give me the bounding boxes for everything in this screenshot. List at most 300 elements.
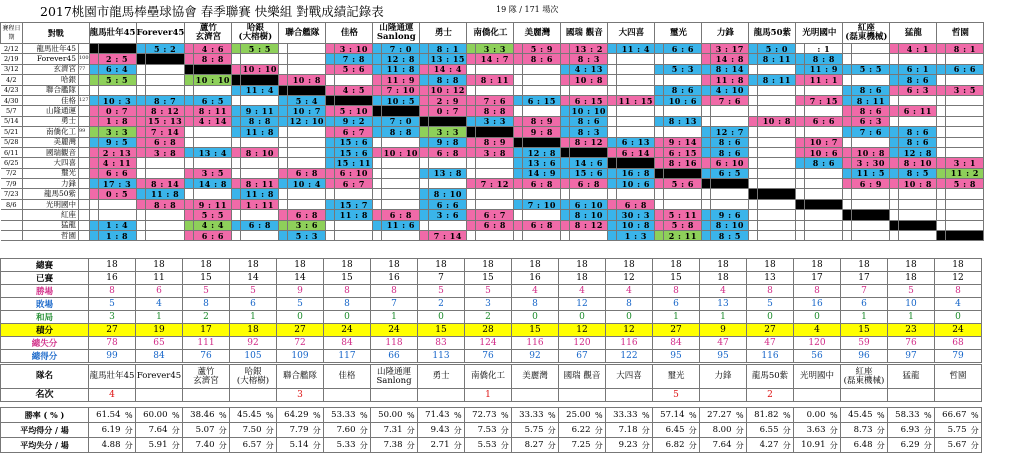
score-cell bbox=[288, 199, 326, 209]
stat-value: 66 bbox=[371, 350, 418, 363]
standings-table bbox=[0, 258, 982, 363]
stat-value: 0 bbox=[606, 311, 653, 324]
stat-row-total bbox=[1, 259, 982, 272]
score-cell: 6 : 8 bbox=[382, 210, 420, 220]
grid-row bbox=[1, 95, 984, 105]
cell-game-no bbox=[514, 189, 523, 199]
team-label: 隊名 bbox=[1, 365, 89, 389]
cell-game-no bbox=[561, 95, 570, 105]
score-cell bbox=[145, 220, 184, 230]
stat-value: 47 bbox=[747, 337, 794, 350]
score-cell: 6 : 6 bbox=[194, 231, 232, 241]
score-cell: 5 : 8 bbox=[664, 220, 702, 230]
stat-value: 7 bbox=[841, 285, 888, 298]
cell-game-no bbox=[843, 147, 852, 157]
cell-game-no bbox=[279, 231, 288, 241]
score-cell: 8 : 11 bbox=[241, 179, 279, 189]
stat-value: 5 bbox=[747, 298, 794, 311]
score-cell: 11 : 8 bbox=[711, 75, 749, 85]
game-date: 3/12 bbox=[1, 64, 23, 74]
score-cell: 5 : 3 bbox=[664, 64, 702, 74]
stat-value: 0 bbox=[935, 311, 982, 324]
rank-row bbox=[1, 389, 982, 402]
cell-game-no bbox=[796, 231, 805, 241]
cell-game-no bbox=[185, 64, 194, 74]
cell-game-no bbox=[326, 147, 335, 157]
grid-row bbox=[1, 220, 984, 230]
score-cell: 8 : 6 bbox=[852, 106, 890, 116]
stat-value: 1 bbox=[136, 311, 183, 324]
score-cell: 12 : 8 bbox=[523, 147, 561, 157]
sheet-header bbox=[0, 0, 1024, 18]
row-team-number bbox=[79, 106, 90, 116]
cell-game-no bbox=[89, 210, 98, 220]
cell-game-no bbox=[326, 231, 335, 241]
average-unit: 分 bbox=[311, 423, 324, 438]
stat-value: 18 bbox=[559, 272, 606, 285]
average-value: 7.25 bbox=[559, 438, 593, 453]
cell-game-no bbox=[608, 147, 617, 157]
cell-game-no bbox=[702, 199, 711, 209]
average-value: 5.75 bbox=[512, 423, 546, 438]
cell-game-no bbox=[136, 179, 145, 189]
sheet-title: 2017桃園市龍馬棒壘球協會 春季聯賽 快樂組 對戰成績記錄表 bbox=[40, 4, 384, 19]
score-cell: 10 : 5 bbox=[382, 95, 420, 105]
row-team-name: 哲園 bbox=[23, 231, 79, 241]
cell-game-no bbox=[796, 168, 805, 178]
cell-game-no bbox=[796, 54, 805, 64]
average-unit: 分 bbox=[170, 438, 183, 453]
cell-game-no bbox=[326, 75, 335, 85]
self-match-cell bbox=[570, 147, 608, 157]
score-cell bbox=[523, 189, 561, 199]
cell-game-no bbox=[514, 95, 523, 105]
team-rank bbox=[888, 389, 935, 402]
cell-game-no bbox=[796, 44, 805, 54]
average-value: 6.29 bbox=[888, 438, 922, 453]
stat-label: 積分 bbox=[1, 324, 89, 337]
average-value: 38.46 bbox=[183, 408, 217, 423]
cell-game-no bbox=[561, 85, 570, 95]
game-date: 7/2 bbox=[1, 168, 23, 178]
average-unit: 分 bbox=[593, 438, 606, 453]
score-cell bbox=[852, 189, 890, 199]
column-header: 猛龍 bbox=[890, 23, 937, 44]
stat-value: 109 bbox=[277, 350, 324, 363]
stat-value: 6 bbox=[136, 285, 183, 298]
score-cell bbox=[382, 199, 420, 209]
score-cell bbox=[946, 199, 984, 209]
stat-value: 8 bbox=[512, 298, 559, 311]
cell-game-no bbox=[608, 116, 617, 126]
score-cell: 10 : 4 bbox=[288, 179, 326, 189]
score-cell: 14 : 7 bbox=[476, 54, 514, 64]
stat-value: 8 bbox=[935, 285, 982, 298]
cell-game-no bbox=[937, 75, 946, 85]
cell-game-no bbox=[561, 75, 570, 85]
column-header: 力鋒 bbox=[702, 23, 749, 44]
stat-value: 12 bbox=[559, 324, 606, 337]
stat-value: 84 bbox=[653, 337, 700, 350]
cell-game-no bbox=[279, 210, 288, 220]
average-unit: 分 bbox=[264, 438, 277, 453]
cell-game-no bbox=[655, 106, 664, 116]
score-cell: 1 : 4 bbox=[98, 220, 136, 230]
cell-game-no bbox=[185, 127, 194, 137]
cell-game-no bbox=[185, 106, 194, 116]
stat-value: 0 bbox=[794, 311, 841, 324]
average-value: 2.71 bbox=[418, 438, 452, 453]
cell-game-no bbox=[937, 220, 946, 230]
score-cell: 8 : 6 bbox=[570, 116, 608, 126]
cell-game-no bbox=[561, 189, 570, 199]
cell-game-no bbox=[702, 158, 711, 168]
row-team-number: 100 bbox=[79, 54, 90, 64]
stat-value: 18 bbox=[559, 259, 606, 272]
average-value: 45.45 bbox=[841, 408, 875, 423]
score-cell bbox=[664, 75, 702, 85]
cell-game-no bbox=[89, 64, 98, 74]
cell-game-no bbox=[136, 75, 145, 85]
score-cell: 6 : 6 bbox=[946, 64, 984, 74]
cell-game-no bbox=[373, 106, 382, 116]
score-cell bbox=[664, 54, 702, 64]
stat-value: 15 bbox=[465, 272, 512, 285]
score-cell: 11 : 9 bbox=[805, 64, 843, 74]
cell-game-no bbox=[608, 158, 617, 168]
score-cell bbox=[382, 179, 420, 189]
cell-game-no bbox=[514, 116, 523, 126]
cell-game-no bbox=[890, 95, 899, 105]
average-value: 4.27 bbox=[747, 438, 781, 453]
grid-row bbox=[1, 106, 984, 116]
cell-game-no bbox=[467, 168, 476, 178]
score-cell: 6 : 7 bbox=[476, 210, 514, 220]
score-cell bbox=[805, 106, 843, 116]
average-unit: % bbox=[217, 408, 230, 423]
cell-game-no bbox=[467, 158, 476, 168]
score-cell: 16 : 8 bbox=[617, 168, 655, 178]
cell-game-no bbox=[702, 137, 711, 147]
cell-game-no bbox=[279, 106, 288, 116]
cell-game-no bbox=[749, 199, 758, 209]
grid-row bbox=[1, 44, 984, 54]
score-cell bbox=[288, 127, 326, 137]
stat-value: 5 bbox=[418, 285, 465, 298]
grid-row bbox=[1, 189, 984, 199]
score-cell bbox=[523, 210, 561, 220]
cell-game-no bbox=[467, 95, 476, 105]
score-cell: 1 : 8 bbox=[98, 231, 136, 241]
stat-row-played bbox=[1, 272, 982, 285]
score-cell: 9 : 6 bbox=[711, 210, 749, 220]
score-cell: 3 : 17 bbox=[711, 44, 749, 54]
cell-game-no bbox=[467, 199, 476, 209]
score-cell bbox=[617, 127, 655, 137]
score-cell bbox=[852, 199, 890, 209]
score-cell: 8 : 1 bbox=[946, 44, 984, 54]
game-date: 5/7 bbox=[1, 106, 23, 116]
score-cell: 1 : 8 bbox=[98, 116, 136, 126]
cell-game-no bbox=[89, 168, 98, 178]
average-unit: % bbox=[593, 408, 606, 423]
team-rank: 5 bbox=[653, 389, 700, 402]
cell-game-no bbox=[890, 75, 899, 85]
row-team-number bbox=[79, 116, 90, 126]
cell-game-no bbox=[420, 85, 429, 95]
score-cell: 8 : 6 bbox=[805, 158, 843, 168]
cell-game-no bbox=[749, 127, 758, 137]
cell-game-no bbox=[420, 168, 429, 178]
score-cell bbox=[241, 158, 279, 168]
match-counter: 19 隊 / 171 場次 bbox=[496, 5, 559, 14]
stat-value: 4 bbox=[935, 298, 982, 311]
cell-game-no bbox=[185, 85, 194, 95]
cell-game-no bbox=[326, 44, 335, 54]
cell-game-no bbox=[136, 54, 145, 64]
score-cell: 8 : 10 bbox=[711, 220, 749, 230]
score-cell: 10 : 12 bbox=[430, 85, 465, 96]
score-cell bbox=[145, 168, 184, 178]
row-team-number bbox=[79, 199, 90, 209]
cell-game-no bbox=[843, 199, 852, 209]
score-cell: 10 : 8 bbox=[758, 116, 796, 126]
score-cell: 3 : 30 bbox=[852, 158, 890, 168]
score-cell bbox=[523, 106, 561, 116]
score-cell: 6 : 15 bbox=[570, 95, 608, 105]
cell-game-no bbox=[702, 85, 711, 95]
score-cell: 9 : 2 bbox=[335, 116, 373, 126]
cell-game-no bbox=[655, 179, 664, 189]
score-cell bbox=[617, 75, 655, 85]
score-cell: 15 : 13 bbox=[145, 116, 184, 126]
average-value: 5.07 bbox=[183, 423, 217, 438]
cell-game-no bbox=[232, 189, 241, 199]
average-value: 7.18 bbox=[606, 423, 640, 438]
cell-game-no bbox=[796, 95, 805, 105]
row-team-number bbox=[79, 75, 90, 85]
cell-game-no bbox=[420, 220, 429, 230]
cell-game-no bbox=[467, 231, 476, 241]
team-rank bbox=[371, 389, 418, 402]
score-cell bbox=[758, 158, 796, 168]
average-unit: % bbox=[499, 408, 512, 423]
score-cell bbox=[476, 189, 514, 199]
score-cell bbox=[570, 85, 608, 95]
cell-game-no bbox=[279, 54, 288, 64]
score-cell: 14 : 8 bbox=[711, 54, 749, 64]
score-cell: 8 : 10 bbox=[429, 189, 467, 199]
score-cell bbox=[805, 179, 843, 189]
team-name: 國瑞 觀音 bbox=[559, 365, 606, 389]
stat-value: 5 bbox=[888, 285, 935, 298]
score-cell bbox=[145, 210, 184, 220]
score-cell: 14 : 9 bbox=[523, 168, 561, 178]
score-cell bbox=[805, 168, 843, 178]
stat-row-pts bbox=[1, 324, 982, 337]
cell-game-no bbox=[655, 64, 664, 74]
average-value: 4.88 bbox=[89, 438, 123, 453]
cell-game-no bbox=[420, 210, 429, 220]
game-date: 5/28 bbox=[1, 137, 23, 147]
cell-game-no bbox=[232, 158, 241, 168]
cell-game-no bbox=[232, 168, 241, 178]
cell-game-no bbox=[702, 95, 711, 105]
average-value: 33.33 bbox=[606, 408, 640, 423]
row-team-name: 猛龍 bbox=[23, 220, 79, 230]
stat-value: 13 bbox=[747, 272, 794, 285]
game-date: 4/30 bbox=[1, 95, 23, 105]
cell-game-no bbox=[608, 220, 617, 230]
cell-game-no bbox=[749, 168, 758, 178]
column-header: 勇士 bbox=[420, 23, 467, 44]
score-cell: 6 : 6 bbox=[805, 116, 843, 126]
score-cell: 6 : 8 bbox=[241, 220, 279, 230]
score-cell bbox=[758, 85, 796, 95]
cell-game-no bbox=[655, 127, 664, 137]
column-header: 龍馬50紫 bbox=[749, 23, 796, 44]
cell-game-no bbox=[561, 220, 570, 230]
stat-label: 總得分 bbox=[1, 350, 89, 363]
score-cell bbox=[711, 189, 749, 199]
stat-value: 1 bbox=[841, 311, 888, 324]
cell-game-no bbox=[467, 179, 476, 189]
cell-game-no bbox=[326, 127, 335, 137]
cell-game-no bbox=[749, 210, 758, 220]
stat-value: 27 bbox=[89, 324, 136, 337]
score-cell bbox=[194, 137, 232, 147]
score-cell bbox=[523, 64, 561, 74]
average-value: 6.48 bbox=[841, 438, 875, 453]
average-value: 50.00 bbox=[371, 408, 405, 423]
cell-game-no bbox=[373, 189, 382, 199]
column-header: 蘆竹 玄濟宮 bbox=[185, 23, 232, 44]
score-cell bbox=[946, 210, 984, 220]
stat-value: 12 bbox=[935, 272, 982, 285]
score-cell: 6 : 8 bbox=[523, 179, 561, 189]
grid-row bbox=[1, 168, 984, 178]
average-value: 7.53 bbox=[465, 423, 499, 438]
stat-value: 18 bbox=[606, 259, 653, 272]
self-match-cell bbox=[429, 116, 467, 126]
score-cell bbox=[617, 64, 655, 74]
row-team-number: 127 bbox=[79, 95, 90, 105]
corner-date: 賽程日期 bbox=[1, 23, 23, 44]
row-team-name: 國瑞觀音 bbox=[23, 147, 79, 157]
cell-game-no bbox=[326, 137, 335, 147]
stat-value: 8 bbox=[747, 285, 794, 298]
score-cell: 4 : 11 bbox=[98, 158, 136, 168]
average-value: 8.27 bbox=[512, 438, 546, 453]
stat-value: 18 bbox=[888, 259, 935, 272]
self-match-cell bbox=[852, 210, 890, 220]
score-cell: 5 : 0 bbox=[758, 44, 796, 54]
cell-game-no bbox=[232, 137, 241, 147]
score-cell: 4 : 10 bbox=[711, 85, 749, 95]
average-value: 71.43 bbox=[418, 408, 452, 423]
cell-game-no bbox=[937, 210, 946, 220]
cell-game-no bbox=[702, 231, 711, 241]
cell-game-no bbox=[373, 75, 382, 85]
cell-game-no bbox=[326, 158, 335, 168]
average-row bbox=[1, 423, 982, 438]
cell-game-no bbox=[185, 137, 194, 147]
rank-label: 名次 bbox=[1, 389, 89, 402]
score-cell: 5 : 6 bbox=[664, 179, 702, 189]
average-unit: 分 bbox=[123, 423, 136, 438]
score-cell: 8 : 5 bbox=[711, 231, 749, 241]
stat-value: 18 bbox=[230, 324, 277, 337]
average-row bbox=[1, 438, 982, 453]
cell-game-no bbox=[185, 199, 194, 209]
self-match-cell bbox=[664, 168, 702, 178]
grid-row bbox=[1, 137, 984, 147]
score-cell bbox=[194, 85, 232, 95]
game-date bbox=[1, 210, 23, 220]
team-rank bbox=[230, 389, 277, 402]
cell-game-no bbox=[514, 210, 523, 220]
cell-game-no bbox=[608, 64, 617, 74]
self-match-cell bbox=[145, 54, 184, 64]
stat-value: 4 bbox=[606, 285, 653, 298]
score-cell: 8 : 12 bbox=[145, 106, 184, 116]
cell-game-no bbox=[608, 199, 617, 209]
cell-game-no bbox=[702, 210, 711, 220]
average-unit: 分 bbox=[593, 423, 606, 438]
cell-game-no bbox=[136, 116, 145, 126]
cell-game-no bbox=[89, 137, 98, 147]
stat-value: 11 bbox=[136, 272, 183, 285]
team-rank bbox=[183, 389, 230, 402]
cell-game-no bbox=[890, 158, 899, 168]
score-cell: 4 : 13 bbox=[570, 64, 608, 74]
average-unit: 分 bbox=[217, 438, 230, 453]
score-cell: 6 : 13 bbox=[617, 137, 655, 147]
cell-game-no bbox=[514, 85, 523, 95]
score-cell: 4 : 14 bbox=[194, 116, 232, 126]
stat-value: 84 bbox=[324, 337, 371, 350]
column-header: 哲園 bbox=[937, 23, 984, 44]
cell-game-no bbox=[467, 106, 476, 116]
average-unit: % bbox=[452, 408, 465, 423]
average-label: 勝率 ( % ) bbox=[1, 408, 89, 423]
cell-game-no bbox=[467, 210, 476, 220]
score-cell: 6 : 6 bbox=[98, 168, 136, 178]
score-cell: 8 : 8 bbox=[805, 54, 843, 64]
score-cell bbox=[335, 189, 373, 199]
cell-game-no bbox=[702, 44, 711, 54]
stat-value: 16 bbox=[89, 272, 136, 285]
team-name: 紅座 (磊東機械) bbox=[841, 365, 888, 389]
score-cell: 8 : 6 bbox=[899, 75, 937, 85]
cell-game-no bbox=[843, 168, 852, 178]
score-cell: 6 : 10 bbox=[711, 158, 749, 168]
score-cell bbox=[617, 116, 655, 126]
team-name: 佳格 bbox=[324, 365, 371, 389]
cell-game-no bbox=[514, 168, 523, 178]
cell-game-no bbox=[89, 220, 98, 230]
cell-game-no bbox=[89, 95, 98, 105]
cell-game-no bbox=[749, 54, 758, 64]
score-cell: 8 : 6 bbox=[899, 127, 937, 137]
row-team-number bbox=[79, 85, 90, 95]
game-date: 4/2 bbox=[1, 75, 23, 85]
score-cell bbox=[288, 147, 326, 157]
average-unit: 分 bbox=[264, 423, 277, 438]
stat-value: 6 bbox=[841, 298, 888, 311]
stat-value: 16 bbox=[371, 272, 418, 285]
stat-value: 18 bbox=[465, 259, 512, 272]
